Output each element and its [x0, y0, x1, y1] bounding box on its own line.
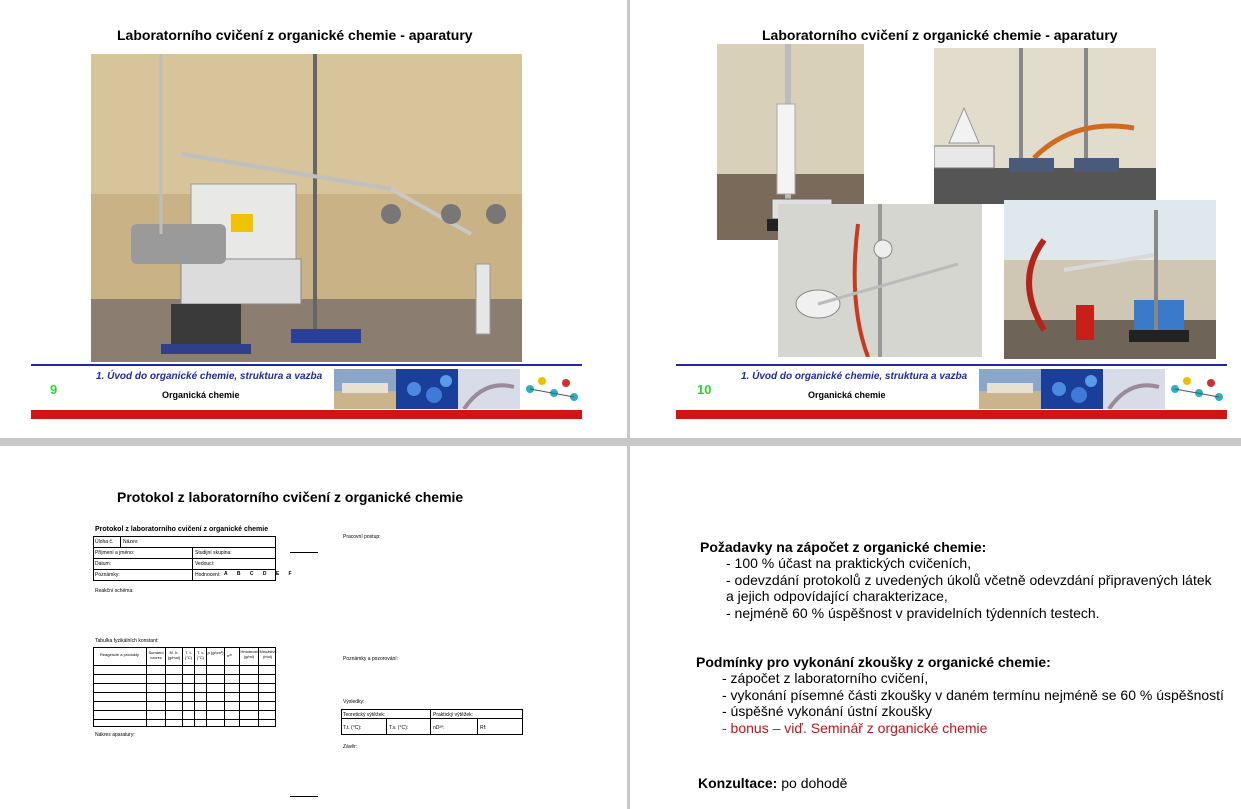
slide-11[interactable] — [0, 446, 620, 809]
zkouska-item: - zápočet z laboratorního cvičení, — [722, 670, 929, 686]
results-row-line — [341, 718, 523, 719]
pracovni-postup-label: Pracovní postup: — [343, 534, 381, 540]
bonus-item: - bonus – viď. Seminář z organické chemie — [722, 720, 988, 736]
konzultace-line — [698, 775, 847, 791]
footer-red-bar — [31, 410, 582, 419]
teoreticky-vytezek-label: Teoretický výtěžek: — [343, 712, 386, 718]
footer-blue-line — [676, 364, 1227, 366]
table-row-line — [93, 701, 276, 702]
page-separator — [290, 796, 318, 797]
refractive-index-label: nD²⁰: — [433, 725, 445, 731]
course-name: Organická chemie — [808, 390, 886, 400]
table-col-line — [224, 647, 225, 727]
zaver-label: Závěr: — [343, 744, 358, 750]
nakres-label: Nákres aparatury: — [95, 732, 135, 738]
table-header: Sumární vzorec — [148, 650, 164, 660]
lab-apparatus-photo — [91, 54, 522, 362]
table-header: Reagencie a produkty — [100, 652, 139, 657]
results-col-line — [386, 718, 387, 735]
zapocet-item: - odevzdání protokolů z uvedených úkolů včetně odevzdání připravených látek — [726, 572, 1212, 588]
zapocet-heading: Požadavky na zápočet z organické chemie: — [700, 539, 987, 555]
footer-red-bar — [676, 410, 1227, 419]
chapter-title: 1. Úvod do organické chemie, struktura a vazba — [96, 371, 323, 382]
table-row-line — [93, 674, 276, 675]
form-row-line — [93, 558, 276, 559]
table-header: T. t. (°C) — [184, 650, 193, 660]
tv-label: T.v. (°C): — [389, 725, 409, 731]
poznamky-label: Poznámky: — [95, 572, 120, 578]
konzultace-value: po dohodě — [777, 775, 848, 791]
table-header: T. v. (°C) — [196, 650, 205, 660]
tabulka-title: Tabulka fyzikálních konstant: — [95, 638, 159, 644]
slide-9[interactable] — [0, 0, 620, 438]
form-col-line — [192, 547, 193, 581]
footer-banner-image — [979, 369, 1227, 409]
reakcni-schema-label: Reakční schéma: — [95, 588, 134, 594]
datum-label: Datum: — [95, 561, 112, 567]
slide-12[interactable] — [630, 446, 1241, 809]
zapocet-item: a jejich odpovídající charakterizace, — [726, 588, 948, 604]
poznamky-pozorovani-label: Poznámky a pozorování: — [343, 656, 399, 662]
table-col-line — [206, 647, 207, 727]
vysledky-label: Výsledky: — [343, 699, 365, 705]
vedouci-label: Vedoucí: — [195, 561, 215, 567]
form-row-line — [93, 569, 276, 570]
hodnoceni-label: Hodnocení: — [195, 572, 221, 578]
form-col-line — [120, 536, 121, 547]
zkouska-item: - vykonání písemné části zkoušky v daném termínu nejméně se 60 % úspěšností — [722, 687, 1224, 703]
footer-banner-image — [334, 369, 582, 409]
rf-label: Rf: — [480, 725, 487, 731]
table-col-line — [258, 647, 259, 727]
results-col-line — [477, 718, 478, 735]
page-separator — [290, 552, 318, 553]
table-header: Hmotnost (g/ml) — [240, 649, 258, 659]
slide-title: Laboratorního cvičení z organické chemie - aparatury — [762, 27, 1118, 43]
konzultace-label: Konzultace: — [698, 775, 778, 791]
form-row-line — [93, 547, 276, 548]
grade-options: A B C D E F — [224, 571, 296, 577]
slide-10[interactable] — [630, 0, 1241, 438]
table-row-line — [93, 719, 276, 720]
table-row-line — [93, 710, 276, 711]
table-header: ρ (g/cm³) — [207, 650, 224, 655]
table-header: n²⁰ — [227, 653, 233, 658]
nazev-label: Název: — [123, 539, 139, 545]
slide-number: 9 — [50, 382, 58, 397]
zkouska-heading: Podmínky pro vykonání zkoušky z organické chemie: — [696, 654, 1051, 670]
prijmeni-label: Příjmení a jméno: — [95, 550, 135, 556]
apparatus-photo-3 — [778, 204, 982, 357]
zkouska-item: - úspěšné vykonání ústní zkoušky — [722, 703, 933, 719]
tt-label: T.t. (°C): — [343, 725, 362, 731]
chapter-title: 1. Úvod do organické chemie, struktura a vazba — [741, 371, 968, 382]
table-row-line — [93, 692, 276, 693]
slide-title: Protokol z laboratorního cvičení z organické chemie — [117, 489, 464, 505]
footer-blue-line — [31, 364, 582, 366]
prakticky-vytezek-label: Praktický výtěžek: — [433, 712, 474, 718]
slide-number: 10 — [697, 382, 712, 397]
apparatus-photo-4 — [1004, 200, 1216, 359]
course-name: Organická chemie — [162, 390, 240, 400]
apparatus-photo-2 — [934, 48, 1156, 204]
zapocet-item: - 100 % účast na praktických cvičeních, — [726, 555, 972, 571]
table-row-line — [93, 665, 276, 666]
skupina-label: Studijní skupina: — [195, 550, 232, 556]
table-col-line — [239, 647, 240, 727]
results-col-line — [430, 709, 431, 735]
zapocet-item: - nejméně 60 % úspěšnost v pravidelních týdenních testech. — [726, 605, 1100, 621]
horizontal-divider — [0, 438, 1241, 446]
uloha-label: Úloha č. — [95, 539, 114, 545]
form-title: Protokol z laboratorního cvičení z organické chemie — [95, 526, 269, 533]
table-header: M. h. (g/mol) — [167, 650, 181, 660]
table-row-line — [93, 683, 276, 684]
table-header: Množství (mol) — [259, 649, 276, 659]
slide-title: Laboratorního cvičení z organické chemie - aparatury — [117, 27, 473, 43]
